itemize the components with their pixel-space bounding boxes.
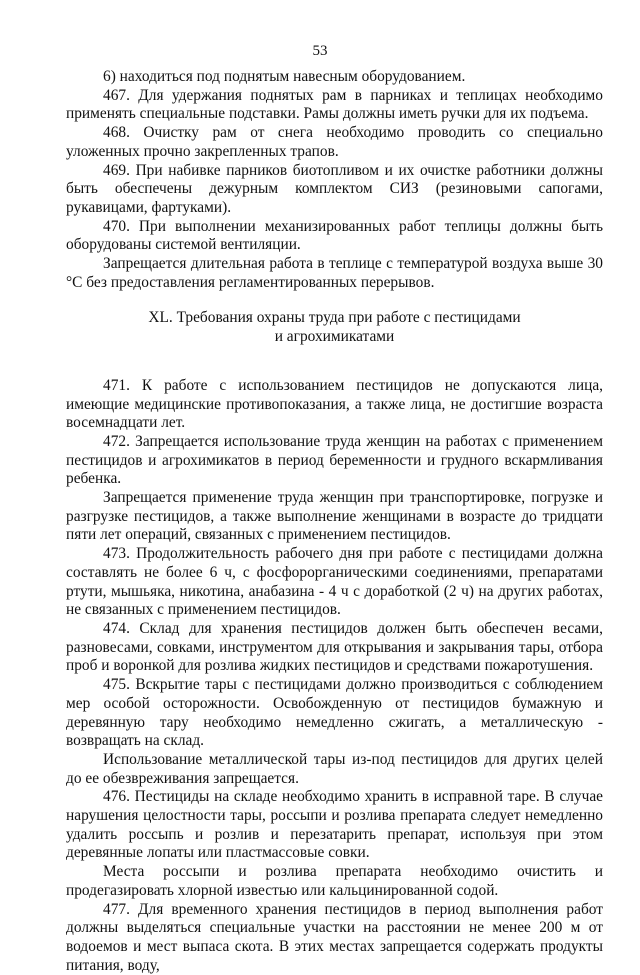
paragraph-471: 471. К работе с использованием пестицидов не допускаются лица, имеющие медицинские противопоказания, а также лица, не достигшие возраста восемнадцати лет. [66,376,603,432]
paragraph-469: 469. При набивке парников биотопливом и их очистке работники должны быть обеспечены дежурным комплектом СИЗ (резиновыми сапогами, рукавицами, фартуками). [66,161,603,216]
page-number: 53 [312,43,328,59]
paragraph-474: 474. Склад для хранения пестицидов должен быть обеспечен весами, разновесами, совками, инструментом для открывания и закрывания тары, отбора проб и воронкой для розлива жидких пестицидов и средствами пожаротушения. [66,619,603,675]
paragraph-472-note: Запрещается применение труда женщин при транспортировке, погрузке и разгрузке пестицидов, а также выполнение женщинами в возрасте до тридцати пяти лет операций, связанных с применением пестицидов. [66,489,603,544]
section-heading-line-1: XL. Требования охраны труда при работе с пестицидами [148,309,521,327]
paragraph-467: 467. Для удержания поднятых рам в парниках и теплицах необходимо применять специальные подставки. Рамы должны иметь ручки для их подъема. [66,86,603,123]
paragraph-6-item: 6) находиться под поднятым навесным оборудованием. [103,68,466,85]
section-heading [66,309,603,346]
paragraph-470-note: Запрещается длительная работа в теплице с температурой воздуха выше 30 °С без предоставления регламентированных перерывов. [66,255,603,291]
paragraph-468: 468. Очистку рам от снега необходимо проводить со специально уложенных прочно закрепленных трапов. [66,124,603,160]
paragraph-475: 475. Вскрытие тары с пестицидами должно производиться с соблюдением мер особой осторожности. Освобожденную от пестицидов бумажную и деревянную тару необходимо немедленно сжигать, а металлическую - возвращать на склад. [66,676,603,750]
paragraph-470: 470. При выполнении механизированных работ теплицы должны быть оборудованы системой вентиляции. [66,217,603,254]
paragraph-477: 477. Для временного хранения пестицидов в период выполнения работ должны выделяться специальные участки на расстоянии не менее 200 м от водоемов и мест выпаса скота. В этих местах запрещается содержать продукты питания, воду, [66,900,603,974]
section-heading-line-2: и агрохимикатами [274,328,395,346]
paragraph-476: 476. Пестициды на складе необходимо хранить в исправной таре. В случае нарушения целостности тары, россыпи и розлива препарата следует немедленно удалить россыпь и розлив и перезатарить препарат, используя при этом деревянные лопаты или пластмассовые совки. [66,788,603,862]
paragraph-475-note: Использование металлической тары из-под пестицидов для других целей до ее обезвреживания запрещается. [66,750,603,787]
paragraph-472: 472. Запрещается использование труда женщин на работах с применением пестицидов и агрохимикатов в период беременности и грудного вскармливания ребенка. [66,432,603,488]
page-body [66,68,603,975]
paragraph-473: 473. Продолжительность рабочего дня при работе с пестицидами должна составлять не более 6 ч, с фосфорорганическими соединениями, препаратами ртути, мышьяка, никотина, анабазина - 4 ч с доработкой (2 ч) на других работах, не связанных с применением пестицидов. [66,545,603,619]
paragraph-476-note: Места россыпи и розлива препарата необходимо очистить и продегазировать хлорной известью или кальцинированной содой. [66,863,603,899]
